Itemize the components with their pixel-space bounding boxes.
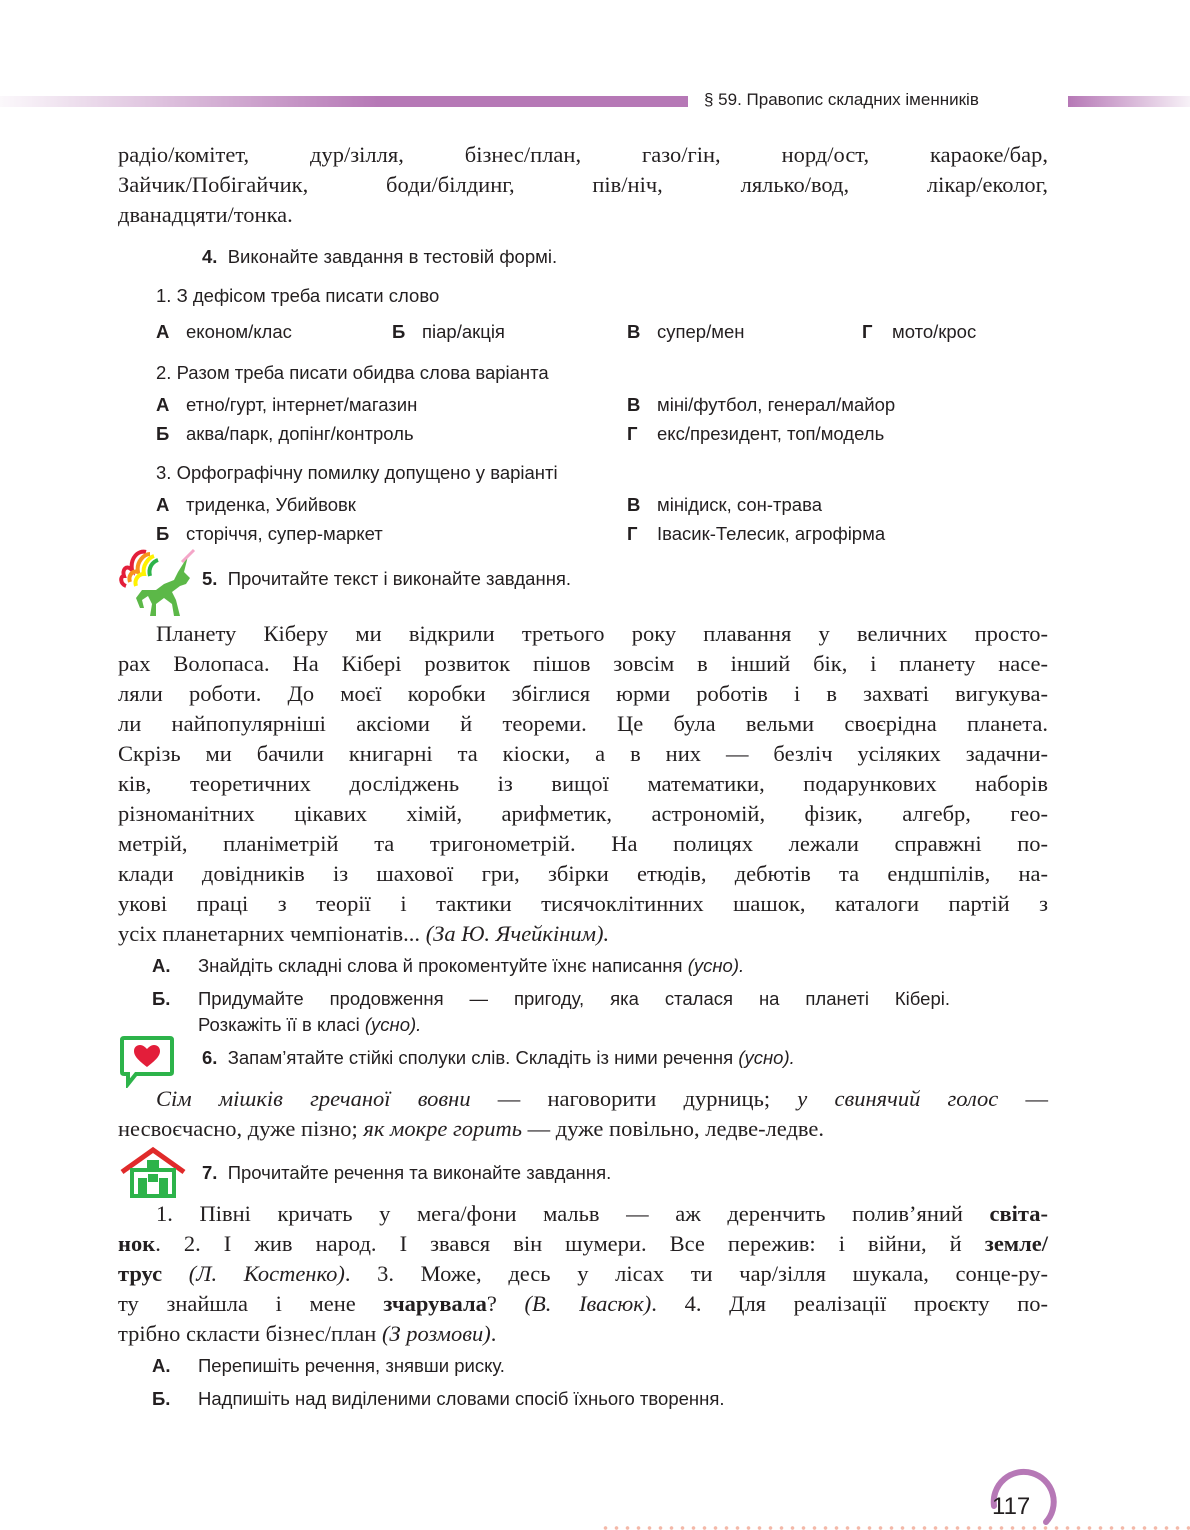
task5-heading [202, 568, 571, 590]
option: В супер/мен [627, 321, 745, 342]
text-line: несвоєчасно, дуже пізно; як мокре горить — дуже повільно, ледве-ледве. [118, 1116, 825, 1141]
text-line: Скрізь ми бачили книгарні та кіоски, а в них — безліч усіляких задачни- [118, 741, 1048, 766]
question-1: 1. З дефісом треба писати слово [156, 285, 440, 306]
option: Г Івасик-Телесик, агрофірма [627, 523, 886, 544]
task5-subtask-a: А. Знайдіть складні слова й прокоментуйте їхнє написання (усно). [152, 955, 745, 976]
text-line: ту знайшла і мене зчарувала? (В. Івасюк). 4. Для реалізації проєкту по- [118, 1291, 1048, 1316]
option: А економ/клас [156, 321, 292, 342]
task7-subtask-a: А. Перепишіть речення, знявши риску. [152, 1355, 505, 1376]
question-2: 2. Разом треба писати обидва слова варіанта [156, 362, 549, 383]
question-3: 3. Орфографічну помилку допущено у варіанті [156, 462, 558, 483]
heart-chat-icon [118, 1034, 176, 1088]
task5-subtask-b: Б. Придумайте продовження — пригоду, яка сталася на планеті Кібері. Розкажіть її в класі (усно). [152, 988, 950, 1035]
text-line: ли найпопулярніші аксіоми й теореми. Це була вельми своєрідна планета. [118, 711, 1048, 736]
option: Б аква/парк, допінг/контроль [156, 423, 414, 444]
text-line: Зайчик/Побігайчик, боди/білдинг, пів/ніч, лялько/вод, лікар/еколог, [118, 172, 1048, 197]
text-line: рах Волопаса. На Кібері розвиток пішов зовсім в інший бік, і планету насе- [118, 651, 1048, 676]
task6-text [118, 1084, 1048, 1144]
task-title: Прочитайте речення та виконайте завдання. [227, 1162, 612, 1183]
task-title: Запам’ятайте стійкі сполуки слів. Складіть із ними речення [227, 1047, 734, 1068]
text-line: нок. 2. І жив народ. І звався він шумери. Все пережив: і війни, й земле/ [118, 1231, 1048, 1256]
text-line: 1. Півні кричать у мега/фони мальв — аж деренчить полив’яний світа- [156, 1201, 1048, 1226]
task6-heading: 6. Запам’ятайте стійкі сполуки слів. Складіть із ними речення (усно). [202, 1047, 795, 1068]
text-line: ляли роботи. До моєї коробки збіглися юрми роботів і в захваті вигукува- [118, 681, 1048, 706]
task7-text [118, 1199, 1048, 1349]
unicorn-icon [116, 546, 196, 624]
text-line: трібно скласти бізнес/план (З розмови). [118, 1321, 497, 1346]
task-title: Прочитайте текст і виконайте завдання. [227, 568, 572, 589]
top-paragraph [118, 140, 1048, 230]
footer-dots [600, 1526, 1190, 1530]
option: А триденка, Убийвовк [156, 494, 356, 515]
option: Г екс/президент, топ/модель [627, 423, 885, 444]
source: (За Ю. Ячейкіним). [425, 921, 610, 946]
option: В мінідиск, сон-трава [627, 494, 822, 515]
option: А етно/гурт, інтернет/магазин [156, 394, 418, 415]
header-bar-right [1068, 96, 1190, 107]
text-line: дванадцяти/тонка. [118, 202, 293, 227]
task7-heading [202, 1162, 611, 1184]
text-line: різноманітних цікавих хімій, арифметик, астрономій, фізик, алгебр, гео- [118, 801, 1048, 826]
text-line: Сім мішків гречаної вовни — наговорити дурниць; у свинячий голос — [156, 1086, 1049, 1111]
house-icon [118, 1146, 188, 1198]
text-line: ків, теоретичних досліджень із вищої математики, подарункових наборів [118, 771, 1048, 796]
text-line: укові праці з теорії і тактики тисячоклітинних шашок, каталоги партій з [118, 891, 1048, 916]
task-number: 6. [202, 1047, 218, 1068]
text-line: клади довідників із шахової гри, збірки етюдів, дебютів та ендшпілів, на- [118, 861, 1048, 886]
text-line: Планету Кіберу ми відкрили третього року плавання у величних просто- [156, 621, 1048, 646]
text-line: радіо/комітет, дур/зілля, бізнес/план, газо/гін, норд/ост, караоке/бар, [118, 142, 1048, 167]
task-title: Виконайте завдання в тестовій формі. [227, 246, 558, 267]
option: Г мото/крос [862, 321, 977, 342]
option: В міні/футбол, генерал/майор [627, 394, 896, 415]
text-line: усіх планетарних чемпіонатів... (За Ю. Ячейкіним). [118, 921, 610, 946]
task5-text [118, 619, 1048, 949]
page-number: 117 [992, 1493, 1031, 1520]
task4-heading [202, 246, 557, 268]
option: Б сторіччя, супер-маркет [156, 523, 383, 544]
option: Б піар/акція [392, 321, 505, 342]
task7-subtask-b: Б. Надпишіть над виділеними словами спосіб їхнього творення. [152, 1388, 725, 1409]
task-number: 5. [202, 568, 218, 589]
task-number: 4. [202, 246, 218, 267]
text-line: метрій, планіметрій та тригонометрій. На полицях лежали справжні по- [118, 831, 1048, 856]
task-number: 7. [202, 1162, 218, 1183]
header-bar-left [0, 96, 688, 107]
text-line: трус (Л. Костенко). 3. Може, десь у лісах ти чар/зілля шукала, сонце-ру- [118, 1261, 1048, 1286]
section-title: § 59. Правопис складних іменників [704, 90, 979, 109]
